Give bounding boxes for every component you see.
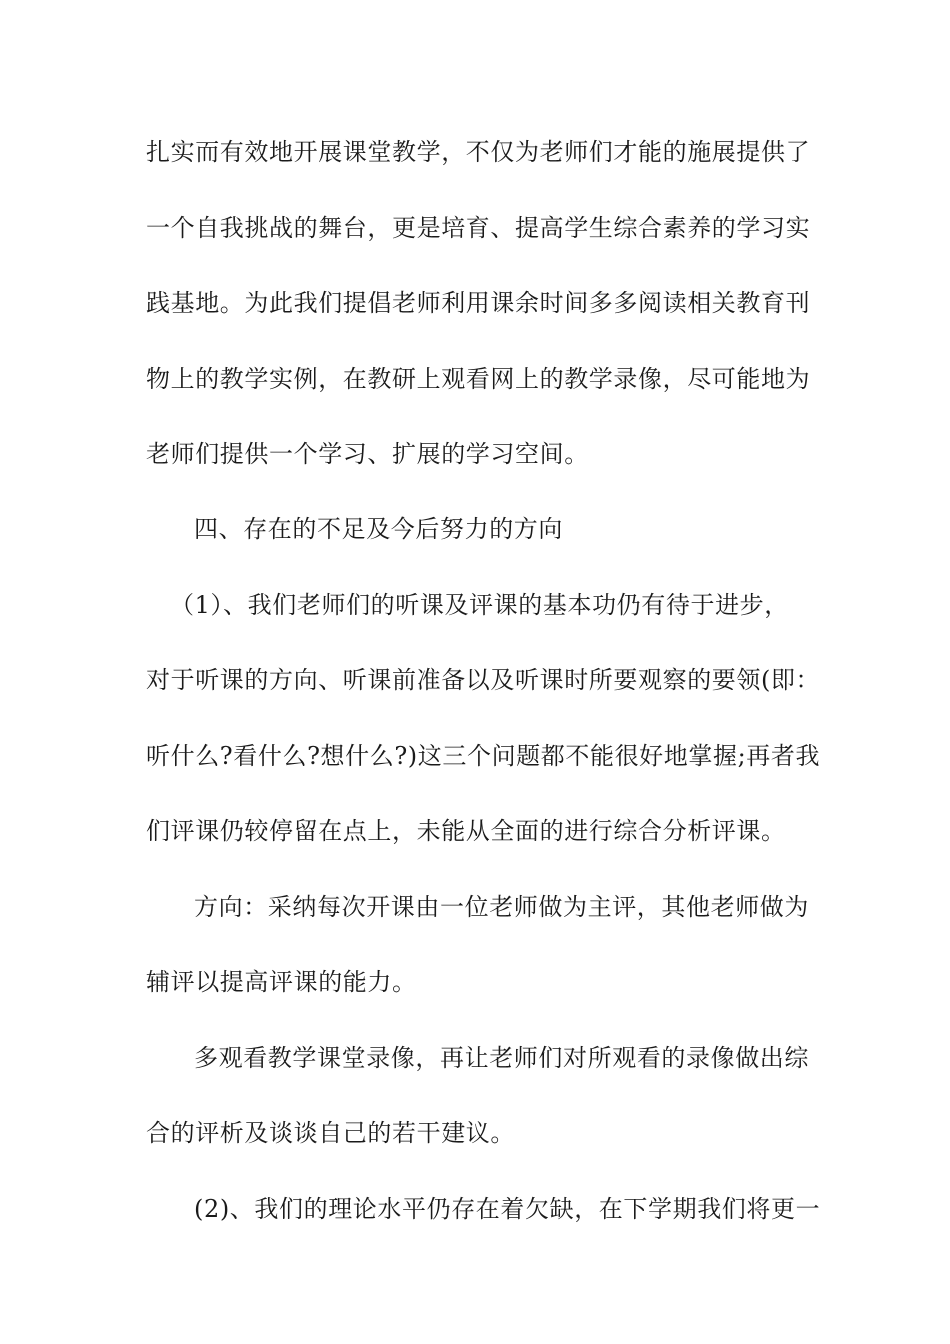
paragraph-line-13: 多观看教学课堂录像，再让老师们对所观看的录像做出综 (194, 1044, 809, 1072)
paragraph-line-2: 一个自我挑战的舞台，更是培育、提高学生综合素养的学习实 (146, 214, 811, 242)
paragraph-line-10: 们评课仍较停留在点上，未能从全面的进行综合分析评课。 (146, 817, 786, 845)
paragraph-line-7: （1）、我们老师们的听课及评课的基本功仍有待于进步， (170, 591, 789, 619)
paragraph-line-9: 听什么?看什么?想什么?)这三个问题都不能很好地掌握;再者我 (146, 742, 821, 770)
paragraph-line-3: 践基地。为此我们提倡老师利用课余时间多多阅读相关教育刊 (146, 289, 811, 317)
paragraph-line-14: 合的评析及谈谈自己的若干建议。 (146, 1119, 515, 1147)
paragraph-line-8: 对于听课的方向、听课前准备以及听课时所要观察的要领(即： (146, 666, 821, 694)
paragraph-line-15: (2)、我们的理论水平仍存在着欠缺，在下学期我们将更一 (194, 1195, 821, 1223)
paragraph-line-11: 方向：采纳每次开课由一位老师做为主评，其他老师做为 (194, 893, 809, 921)
paragraph-line-4: 物上的教学实例，在教研上观看网上的教学录像，尽可能地为 (146, 365, 811, 393)
section-heading: 四、存在的不足及今后努力的方向 (194, 515, 563, 543)
paragraph-line-1: 扎实而有效地开展课堂教学，不仅为老师们才能的施展提供了 (146, 138, 811, 166)
paragraph-line-5: 老师们提供一个学习、扩展的学习空间。 (146, 440, 589, 468)
paragraph-line-12: 辅评以提高评课的能力。 (146, 968, 417, 996)
